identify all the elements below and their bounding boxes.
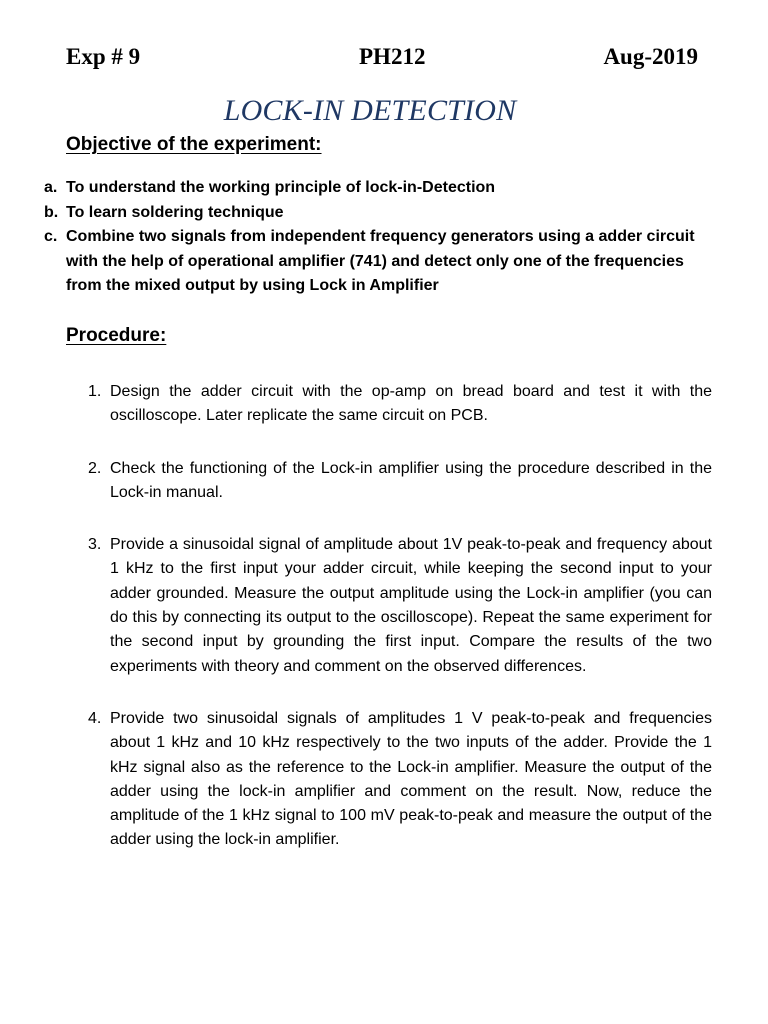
document-header xyxy=(66,44,698,78)
step-number: 1. xyxy=(88,383,102,400)
step-text: Provide two sinusoidal signals of amplitudes 1 V peak-to-peak and frequencies about 1 kHz and 10 kHz respectively to the two inputs of the adder. Provide the 1 kHz signal also as the reference to the Lock-in amplifier. Measure the output of the adder using the lock-in amplifier and comment on the result. Now, reduce the amplitude of the 1 kHz signal to 100 mV peak-to-peak and measure the output of the adder using the lock-in amplifier. xyxy=(110,709,712,849)
procedure-steps xyxy=(88,380,712,853)
objective-list xyxy=(44,176,720,299)
document-date: Aug-2019 xyxy=(603,44,698,69)
procedure-step xyxy=(88,533,712,679)
objective-marker: b. xyxy=(44,203,59,221)
step-number: 2. xyxy=(88,459,102,477)
objective-marker: c. xyxy=(44,228,58,245)
course-code: PH212 xyxy=(359,44,426,69)
step-number: 3. xyxy=(88,536,102,554)
objective-item xyxy=(44,201,720,226)
procedure-step xyxy=(88,707,712,853)
objective-item xyxy=(44,225,720,299)
step-text: Check the functioning of the Lock-in amplifier using the procedure described in the Lock-in manual. xyxy=(110,459,712,501)
objective-marker: a. xyxy=(44,179,58,196)
experiment-number: Exp # 9 xyxy=(66,44,141,69)
objective-text: To understand the working principle of lock-in-Detection xyxy=(66,179,496,196)
objective-text: Combine two signals from independent frequency generators using a adder circuit with the help of operational amplifier (741) and detect only one of the frequencies from the mixed output by using Lock in Amplifier xyxy=(66,228,695,294)
step-text: Design the adder circuit with the op-amp on bread board and test it with the oscilloscope. Later replicate the same circuit on PCB. xyxy=(110,383,712,425)
procedure-step xyxy=(88,380,712,429)
objective-heading: Objective of the experiment: xyxy=(66,134,322,155)
procedure-heading: Procedure: xyxy=(66,325,167,346)
document-title: LOCK-IN DETECTION xyxy=(223,94,517,127)
objective-text: To learn soldering technique xyxy=(66,203,284,221)
step-text: Provide a sinusoidal signal of amplitude about 1V peak-to-peak and frequency about 1 kHz to the first input your adder circuit, while keeping the second input to your adder grounded. Measure the output amplitude using the Lock-in amplifier (you can do this by connecting its output to the oscilloscope). Repeat the same experiment for the second input by grounding the first input. Compare the results of the two experiments with theory and comment on the observed differences. xyxy=(110,536,712,675)
objective-item xyxy=(44,176,720,201)
step-number: 4. xyxy=(88,709,102,727)
procedure-step xyxy=(88,457,712,506)
